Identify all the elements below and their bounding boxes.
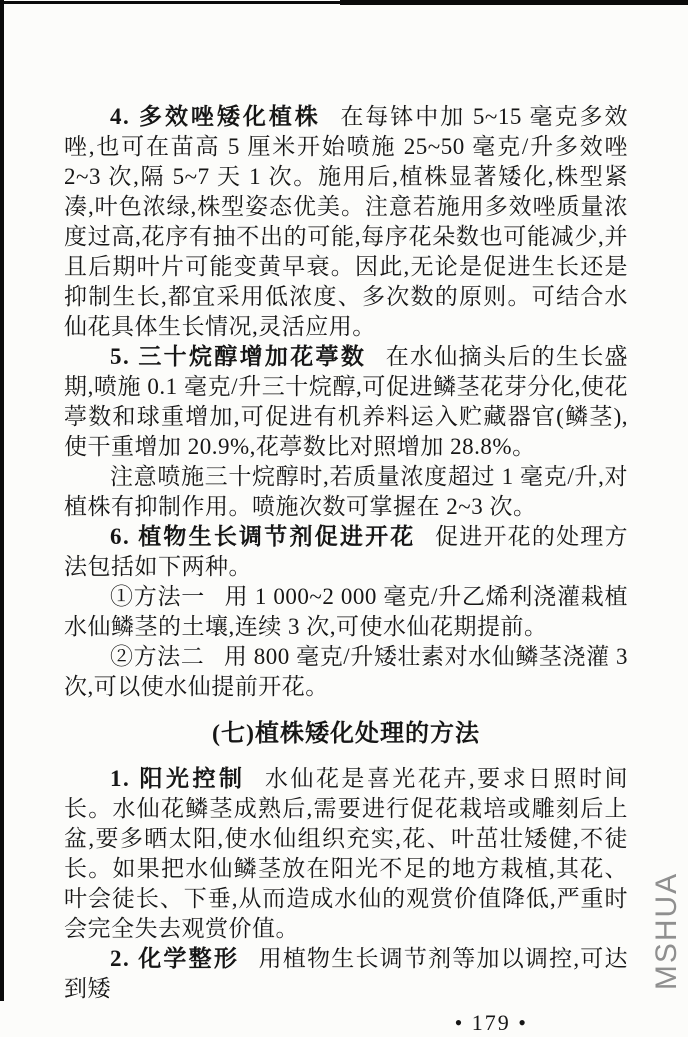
section-1-paragraph: [64, 764, 628, 944]
section-5-heading: 5. 三十烷醇增加花葶数: [110, 344, 367, 369]
method-2-paragraph: [64, 642, 628, 702]
method-1-label: ①方法一: [110, 584, 206, 609]
method-2-text: 用 800 毫克/升矮壮素对水仙鳞茎浇灌 3 次,可以使水仙提前开花。: [64, 644, 629, 699]
note-text: 注意喷施三十烷醇时,若质量浓度超过 1 毫克/升,对植株有抑制作用。喷施次数可掌握在 2~3 次。: [64, 464, 628, 519]
section-6-heading: 6. 植物生长调节剂促进开花: [110, 524, 416, 549]
method-1-text: 用 1 000~2 000 毫克/升乙烯利浇灌栽植水仙鳞茎的土壤,连续 3 次,可使水仙花期提前。: [64, 584, 628, 639]
section-4-paragraph: [64, 102, 628, 342]
page-body: [64, 102, 628, 1037]
section-1-text: 水仙花是喜光花卉,要求日照时间长。水仙花鳞茎成熟后,需要进行促花栽培或雕刻后上盆,要多晒太阳,使水仙组织充实,花、叶茁壮矮健,不徒长。如果把水仙鳞茎放在阳光不足的地方栽植,其花、叶会徒长、下垂,从而造成水仙的观赏价值降低,严重时会完全失去观赏价值。: [64, 766, 628, 941]
subsection-heading-7: (七)植株矮化处理的方法: [212, 721, 480, 747]
method-2-label: ②方法二: [110, 644, 205, 669]
method-1-paragraph: [64, 582, 628, 642]
section-2-paragraph: [64, 944, 628, 1004]
section-2-heading: 2. 化学整形: [110, 946, 240, 971]
scan-border-top-segment: [340, 0, 688, 5]
section-6-text: 促进开花的处理方法包括如下两种。: [64, 524, 629, 579]
section-5-text: 在水仙摘头后的生长盛期,喷施 0.1 毫克/升三十烷醇,可促进鳞茎花芽分化,使花葶数和球重增加,可促进有机养料运入贮藏器官(鳞茎),使干重增加 20.9%,花葶数比对照增加 28.8%。: [64, 344, 629, 459]
section-4-heading: 4. 多效唑矮化植株: [110, 104, 321, 129]
watermark-text: MSHUA: [650, 871, 683, 991]
page-number: • 179 •: [454, 1010, 528, 1035]
section-6-paragraph: [64, 522, 628, 582]
note-paragraph: [64, 462, 628, 522]
scan-border-left: [0, 0, 4, 1001]
section-4-text: 在每钵中加 5~15 毫克多效唑,也可在苗高 5 厘米开始喷施 25~50 毫克/升多效唑 2~3 次,隔 5~7 天 1 次。施用后,植株显著矮化,株型紧凑,叶色浓绿,株型姿态优美。注意若施用多效唑质量浓度过高,花序有抽不出的可能,每序花朵数也可能减少,并且后期叶片可能变黄早衰。因此,无论是促进生长还是抑制生长,都宜采用低浓度、多次数的原则。可结合水仙花具体生长情况,灵活应用。: [64, 104, 628, 339]
section-2-text: 用植物生长调节剂等加以调控,可达到矮: [64, 946, 629, 1001]
section-5-paragraph: [64, 342, 628, 462]
section-1-heading: 1. 阳光控制: [110, 766, 246, 791]
